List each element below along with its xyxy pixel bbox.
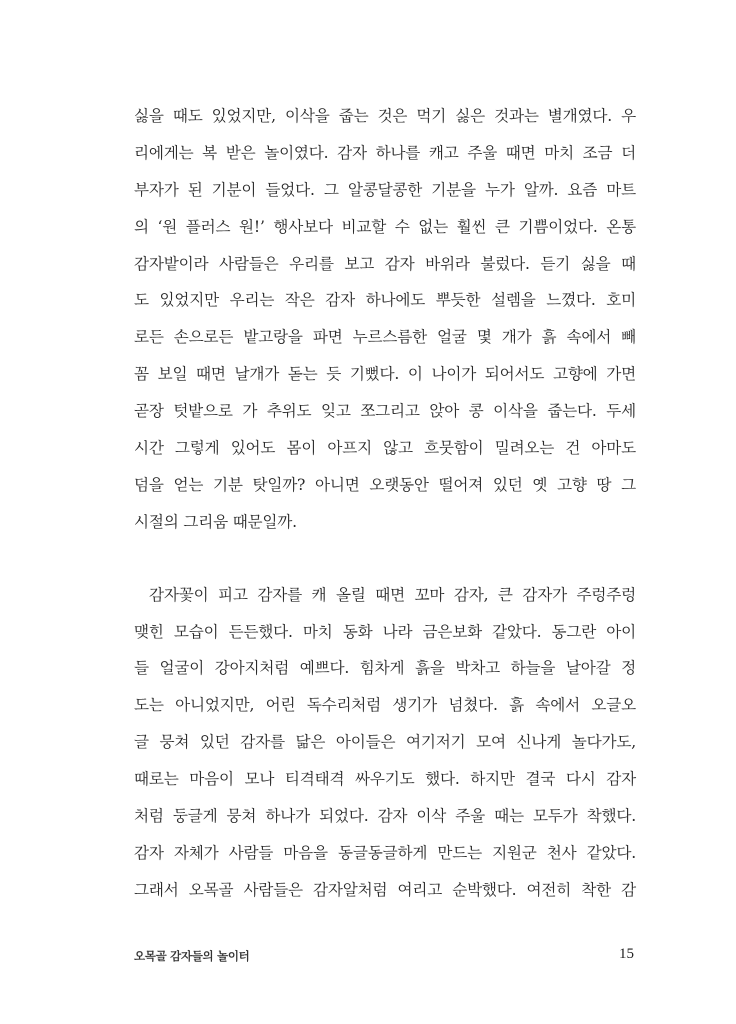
text-line: 감자 자체가 사람들 마음을 동글동글하게 만드는 지원군 천사 같았다. — [134, 843, 636, 862]
text-line: 때로는 마음이 모나 티격태격 싸우기도 했다. 하지만 결국 다시 감자 — [134, 770, 636, 789]
text-line: 곧장 텃밭으로 가 추위도 잊고 쪼그리고 앉아 콩 이삭을 줍는다. 두세 — [134, 402, 636, 421]
paragraph-gap — [134, 541, 636, 577]
text-line: 처럼 둥글게 뭉쳐 하나가 되었다. 감자 이삭 주울 때는 모두가 착했다. — [134, 807, 636, 826]
page-footer — [134, 946, 636, 968]
text-line: 맺힌 모습이 든든했다. 마치 동화 나라 금은보화 같았다. 동그란 아이 — [134, 622, 636, 641]
text-line: 도 있었지만 우리는 작은 감자 하나에도 뿌듯한 설렘을 느꼈다. 호미 — [134, 291, 636, 310]
text-line: 리에게는 복 받은 놀이였다. 감자 하나를 캐고 주울 때면 마치 조금 더 — [134, 143, 636, 162]
text-line: 그래서 오목골 사람들은 감자알처럼 여리고 순박했다. 여전히 착한 감 — [134, 880, 636, 899]
text-line: 들 얼굴이 강아지처럼 예쁘다. 힘차게 흙을 박차고 하늘을 날아갈 정 — [134, 659, 636, 678]
running-title: 오목골 감자들의 놀이터 — [134, 949, 250, 963]
text-line: 시간 그렇게 있어도 몸이 아프지 않고 흐뭇함이 밀려오는 건 아마도 — [134, 439, 636, 458]
text-line: 감자밭이라 사람들은 우리를 보고 감자 바위라 불렀다. 듣기 싫을 때 — [134, 254, 636, 273]
text-line: 의 ‘원 플러스 원!’ 행사보다 비교할 수 없는 훨씬 큰 기쁨이었다. 온통 — [134, 217, 636, 236]
text-line: 싫을 때도 있었지만, 이삭을 줍는 것은 먹기 싫은 것과는 별개였다. 우 — [134, 107, 636, 125]
text-line: 부자가 된 기분이 들었다. 그 알콩달콩한 기분을 누가 알까. 요즘 마트 — [134, 180, 636, 199]
page-number: 15 — [619, 946, 634, 962]
text-line: 시절의 그리움 때문일까. — [134, 512, 297, 531]
text-line: 글 뭉쳐 있던 감자를 닮은 아이들은 여기저기 모여 신나게 놀다가도, — [134, 733, 636, 752]
body-text — [134, 98, 636, 909]
text-line: 덤을 얻는 기분 탓일까? 아니면 오랫동안 떨어져 있던 옛 고향 땅 그 — [134, 475, 636, 494]
text-line: 꼼 보일 때면 날개가 돋는 듯 기뻤다. 이 나이가 되어서도 고향에 가면 — [134, 365, 636, 384]
text-line: 감자꽃이 피고 감자를 캐 올릴 때면 꼬마 감자, 큰 감자가 주렁주렁 — [149, 585, 636, 604]
text-line: 도는 아니었지만, 어린 독수리처럼 생기가 넘쳤다. 흙 속에서 오글오 — [134, 696, 636, 715]
text-line: 로든 손으로든 밭고랑을 파면 누르스름한 얼굴 몇 개가 흙 속에서 빼 — [134, 328, 636, 347]
